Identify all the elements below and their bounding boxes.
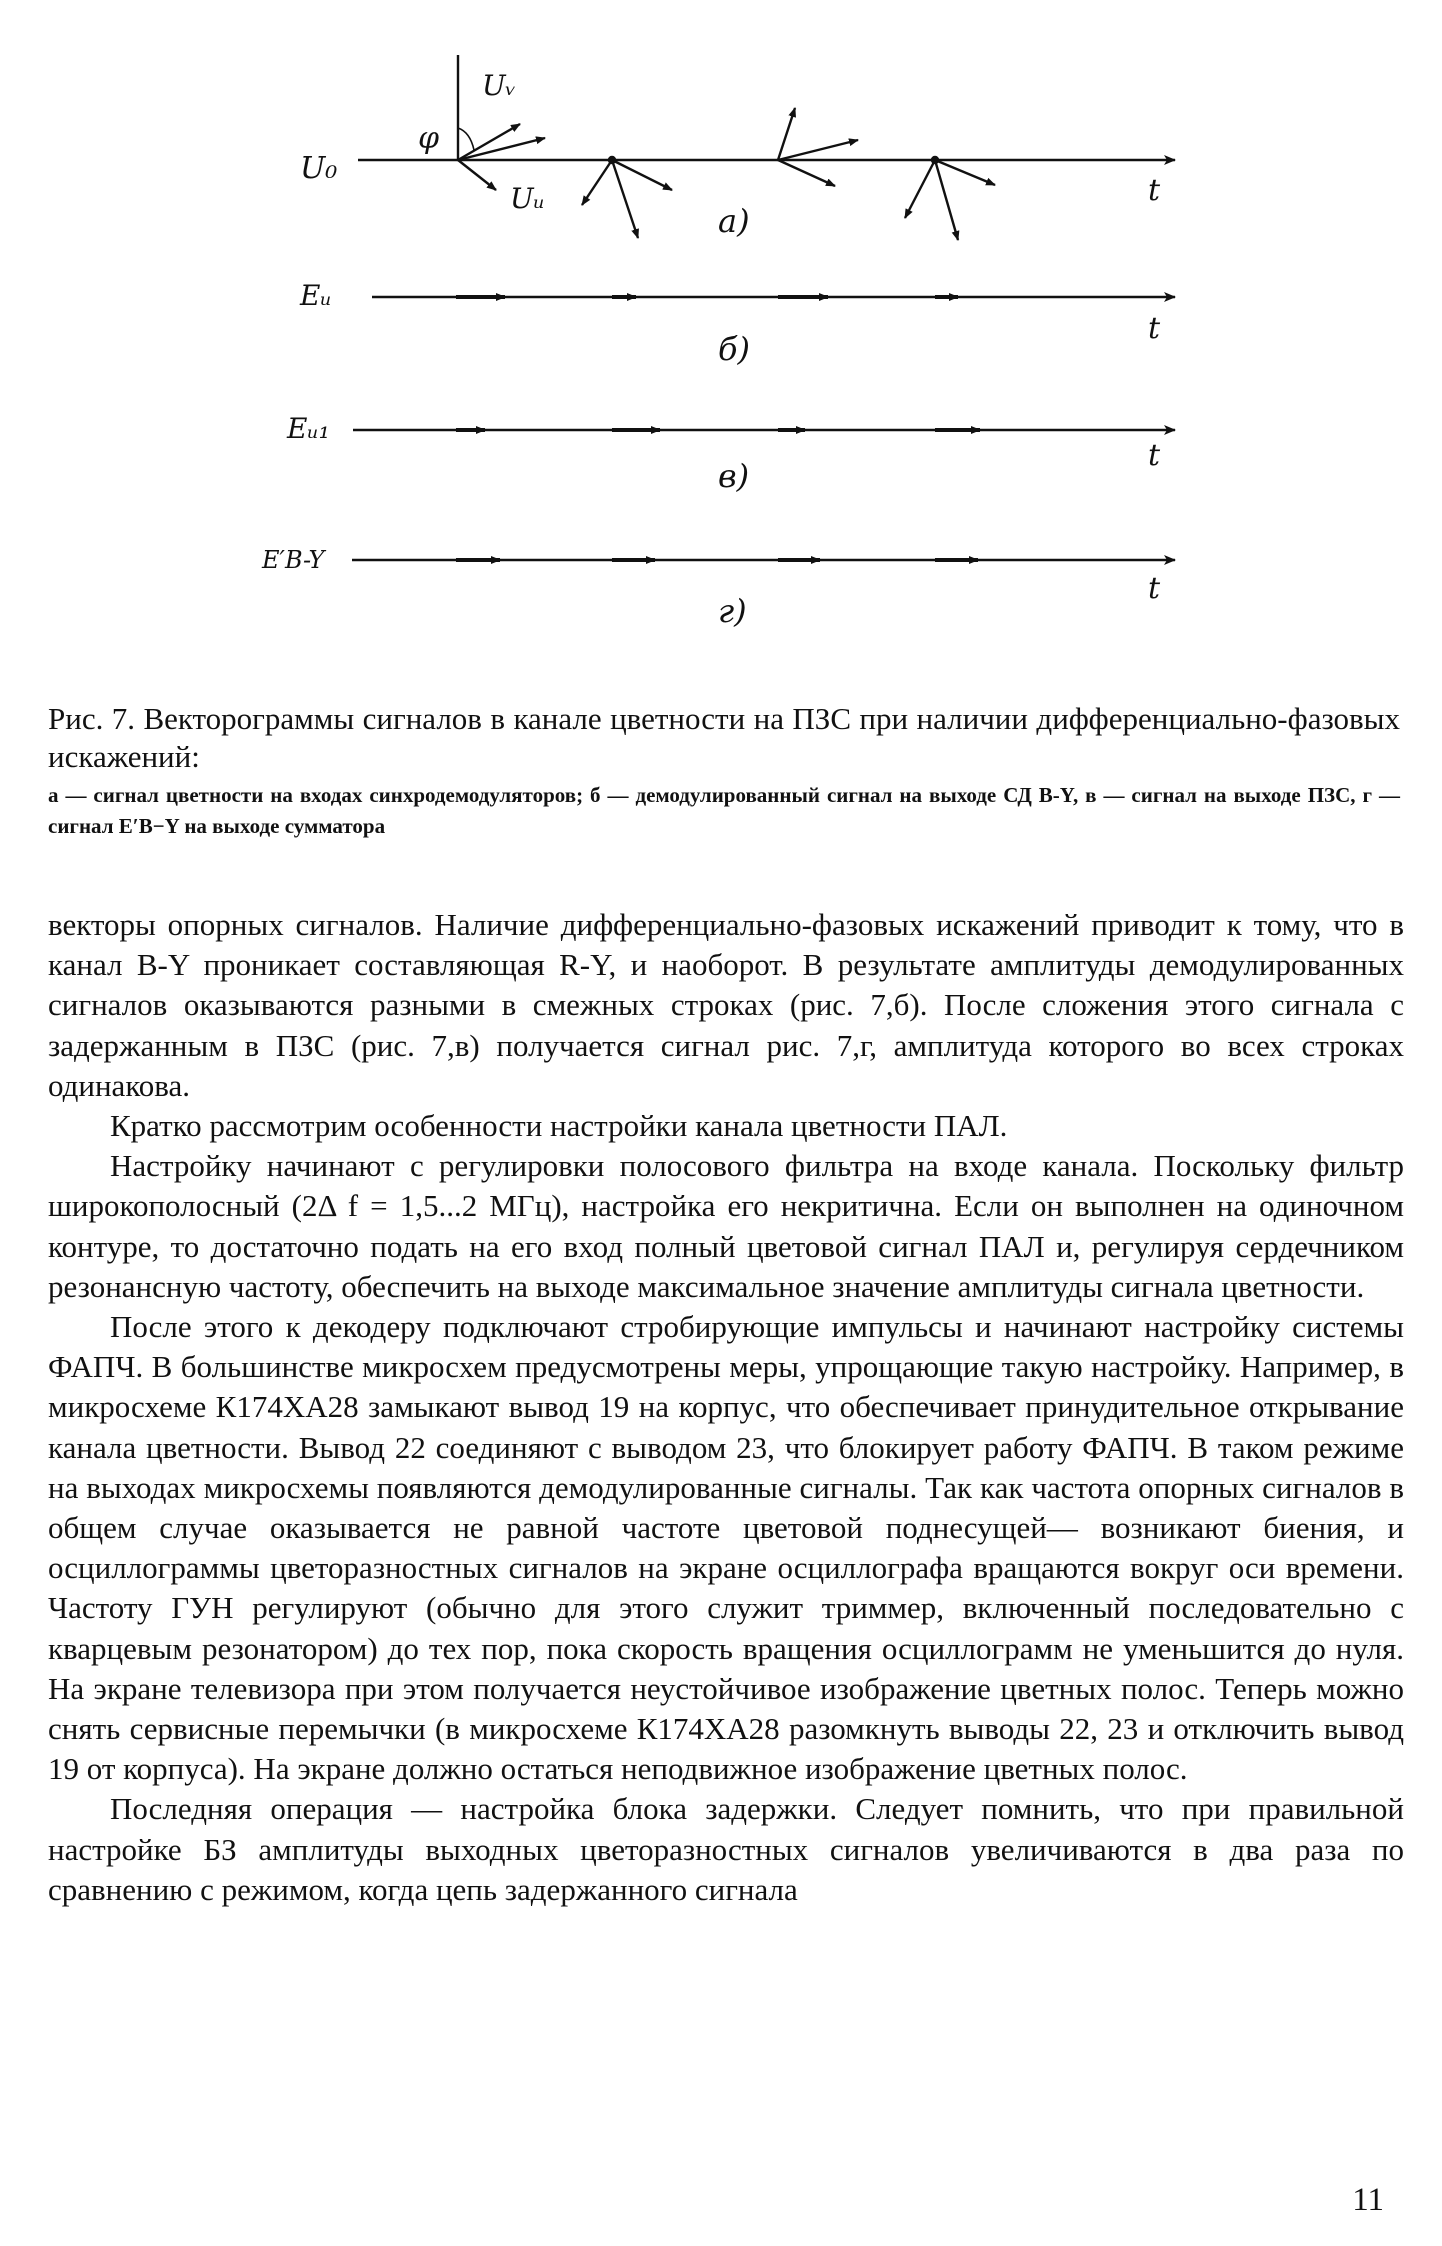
- caption-parts-a: а — сигнал цветности на входах синхродемодуляторов; б — демодулированный сигнал на выходе СД В-Y, в — сигнал на выходе ПЗС, г — сигнал: [48, 783, 1400, 838]
- label-eu1: Eᵤ₁: [287, 412, 330, 445]
- caption-title: Рис. 7. Векторограммы сигналов в канале цветности на ПЗС при наличии дифференциально-фазовых искажений:: [48, 701, 1400, 774]
- vectorgram-figure: [0, 0, 1442, 700]
- caption-parts-b: на выходе сумматора: [179, 814, 386, 838]
- paragraph-2: Кратко рассмотрим особенности настройки канала цветности ПАЛ.: [110, 1108, 1008, 1144]
- figure-caption: [48, 700, 1400, 842]
- panel-label-a: а): [718, 202, 750, 240]
- body-text: [48, 905, 1404, 1910]
- label-u0: U₀: [300, 151, 338, 186]
- label-phi: φ: [418, 121, 440, 156]
- caption-parts: [48, 780, 1400, 842]
- label-uv: Uᵥ: [482, 69, 517, 102]
- label-t-d: t: [1148, 571, 1161, 606]
- paragraph-5: Последняя операция — настройка блока задержки. Следует помнить, что при правильной настройке БЗ амплитуды выходных цветоразностных сигналов увеличиваются в два раза по сравнению с режимом, когда цепь задержанного сигнала: [48, 1791, 1404, 1907]
- label-t-b: t: [1148, 311, 1161, 346]
- label-eu: Eᵤ: [300, 279, 332, 312]
- paragraph-1: векторы опорных сигналов. Наличие дифференциально-фазовых искажений приводит к тому, что в канал B-Y проникает составляющая R-Y, и наоборот. В результате амплитуды демодулированных сигналов оказываются разными в смежных строках (рис. 7,б). После сложения этого сигнала с задержанным в ПЗС (рис. 7,в) получается сигнал рис. 7,г, амплитуда которого во всех строках одинакова.: [48, 907, 1404, 1103]
- label-eby: E′B-Y: [262, 546, 325, 574]
- page-number: 11: [1352, 2182, 1384, 2218]
- label-t-a: t: [1148, 173, 1161, 208]
- label-t-c: t: [1148, 438, 1161, 473]
- panel-label-d: г): [718, 592, 747, 630]
- panel-label-b: б): [718, 330, 751, 368]
- label-uu: Uᵤ: [510, 182, 545, 215]
- panel-a-vectorgram: [358, 55, 1175, 240]
- panel-label-c: в): [718, 457, 750, 495]
- paragraph-3: Настройку начинают с регулировки полосового фильтра на входе канала. Поскольку фильтр широкополосный (2Δ f = 1,5...2 МГц), настройка его некритична. Если он выполнен на одиночном контуре, то достаточно подать на его вход полный цветовой сигнал ПАЛ и, регулируя сердечником резонансную частоту, обеспечить на выходе максимальное значение амплитуды сигнала цветности.: [48, 1148, 1404, 1304]
- paragraph-4: После этого к декодеру подключают стробирующие импульсы и начинают настройку системы ФАПЧ. В большинстве микросхем предусмотрены меры, упрощающие такую настройку. Например, в микросхеме К174ХА28 замыкают вывод 19 на корпус, что обеспечивает принудительное открывание канала цветности. Вывод 22 соединяют с выводом 23, что блокирует работу ФАПЧ. В таком режиме на выходах микросхемы появляются демодулированные сигналы. Так как частота опорных сигналов в общем случае оказывается не равной частоте цветовой поднесущей— возникают биения, и осциллограммы цветоразностных сигналов на экране осциллографа вращаются вокруг оси времени. Частоту ГУН регулируют (обычно для этого служит триммер, включенный последовательно с кварцевым резонатором) до тех пор, пока скорость вращения осциллограмм не уменьшится до нуля. На экране телевизора при этом получается неустойчивое изображение цветных полос. Теперь можно снять сервисные перемычки (в микросхеме К174ХА28 разомкнуть выводы 22, 23 и отключить вывод 19 от корпуса). На экране должно остаться неподвижное изображение цветных полос.: [48, 1309, 1404, 1787]
- caption-symbol: E′B−Y: [118, 814, 180, 838]
